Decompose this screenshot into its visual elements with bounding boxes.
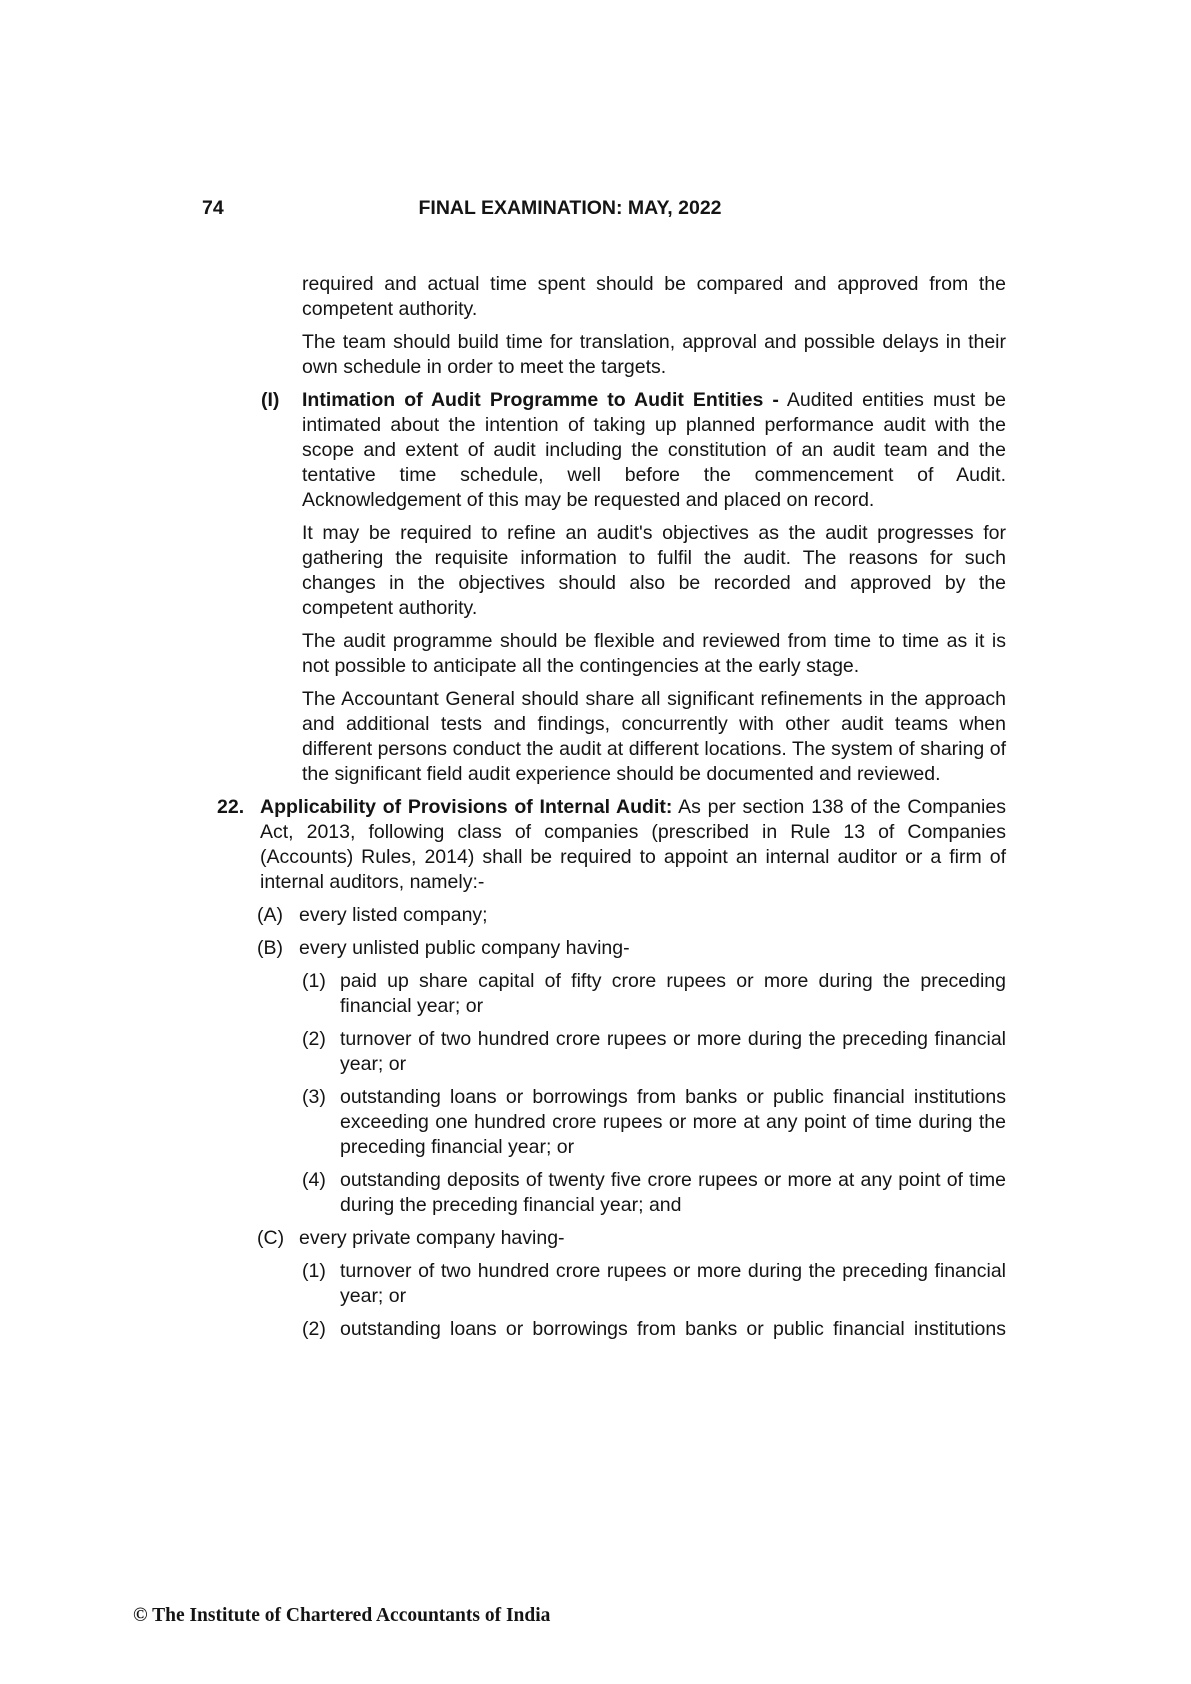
paragraph-refine-objectives: It may be required to refine an audit's objectives as the audit progresses for gathering the requisite information to fulfil the audit. The reasons for such changes in the objectives should also be recorded and approved by the competent authority. bbox=[302, 522, 1006, 619]
item-number: 22. bbox=[217, 796, 245, 818]
list-item-B4 bbox=[302, 1168, 1191, 1218]
item-text: turnover of two hundred crore rupees or more during the preceding financial year; or bbox=[340, 1028, 1006, 1075]
page-number: 74 bbox=[202, 197, 224, 219]
list-item-C2 bbox=[302, 1317, 1191, 1342]
page-footer bbox=[133, 1603, 550, 1628]
item-label: (C) bbox=[257, 1227, 285, 1249]
item-text: outstanding loans or borrowings from banks or public financial institutions exceeding one hundred crore rupees or more at any point of time during the preceding financial year; or bbox=[340, 1086, 1006, 1158]
item-body bbox=[260, 795, 1006, 895]
item-label: (A) bbox=[257, 904, 283, 926]
item-label: (2) bbox=[302, 1318, 326, 1340]
item-text: every listed company; bbox=[299, 904, 488, 926]
item-label: (B) bbox=[257, 937, 283, 959]
page-title: FINAL EXAMINATION: MAY, 2022 bbox=[418, 197, 722, 219]
item-paragraph bbox=[260, 795, 1006, 895]
paragraph-accountant-general: The Accountant General should share all significant refinements in the approach and additional tests and findings, concurrently with other audit teams when different persons conduct the audit at different locations. The system of sharing of the significant field audit experience should be documented and reviewed. bbox=[302, 688, 1006, 785]
page-header bbox=[0, 196, 1191, 226]
list-item-22 bbox=[217, 795, 1191, 895]
item-label: (2) bbox=[302, 1028, 326, 1050]
list-item-A bbox=[257, 903, 1191, 928]
copyright-text: © The Institute of Chartered Accountants of India bbox=[133, 1605, 551, 1626]
item-text: paid up share capital of fifty crore rupees or more during the preceding financial year; or bbox=[340, 970, 1006, 1017]
paragraph-team-schedule: The team should build time for translation, approval and possible delays in their own schedule in order to meet the targets. bbox=[302, 331, 1006, 378]
item-body bbox=[302, 388, 1006, 513]
list-item-B bbox=[257, 936, 1191, 961]
page-content bbox=[0, 272, 1191, 1350]
item-text: every private company having- bbox=[299, 1227, 565, 1249]
item-text: As per section 138 of the Companies Act, 2013, following class of companies (prescribed in Rule 13 of Companies (Accounts) Rules, 2014) shall be required to appoint an internal auditor or a firm of internal auditors, namely:- bbox=[260, 796, 1006, 893]
paragraph-competent-authority: required and actual time spent should be compared and approved from the competent authority. bbox=[302, 273, 1006, 320]
item-text: outstanding loans or borrowings from banks or public financial institutions bbox=[340, 1318, 1006, 1340]
item-label: (1) bbox=[302, 970, 326, 992]
item-text: Audited entities must be intimated about the intention of taking up planned performance audit with the scope and extent of audit including the constitution of an audit team and the tentative time schedule, well before the commencement of Audit. Acknowledgement of this may be requested and placed on record. bbox=[302, 389, 1006, 511]
list-item-I bbox=[261, 388, 1191, 513]
list-item-B1 bbox=[302, 969, 1191, 1019]
item-text: outstanding deposits of twenty five crore rupees or more at any point of time during the preceding financial year; and bbox=[340, 1169, 1006, 1216]
list-item-B2 bbox=[302, 1027, 1191, 1077]
item-heading: Applicability of Provisions of Internal Audit: bbox=[260, 796, 673, 818]
item-label: (I) bbox=[261, 389, 280, 411]
item-label: (1) bbox=[302, 1260, 326, 1282]
list-item-C1 bbox=[302, 1259, 1191, 1309]
list-item-C bbox=[257, 1226, 1191, 1251]
paragraph-flexible-programme: The audit programme should be flexible and reviewed from time to time as it is not possible to anticipate all the contingencies at the early stage. bbox=[302, 630, 1006, 677]
item-text: turnover of two hundred crore rupees or more during the preceding financial year; or bbox=[340, 1260, 1006, 1307]
list-item-B3 bbox=[302, 1085, 1191, 1160]
item-label: (3) bbox=[302, 1086, 326, 1108]
item-heading: Intimation of Audit Programme to Audit Entities - bbox=[302, 389, 779, 411]
item-paragraph bbox=[302, 388, 1006, 513]
item-label: (4) bbox=[302, 1169, 326, 1191]
item-text: every unlisted public company having- bbox=[299, 937, 630, 959]
